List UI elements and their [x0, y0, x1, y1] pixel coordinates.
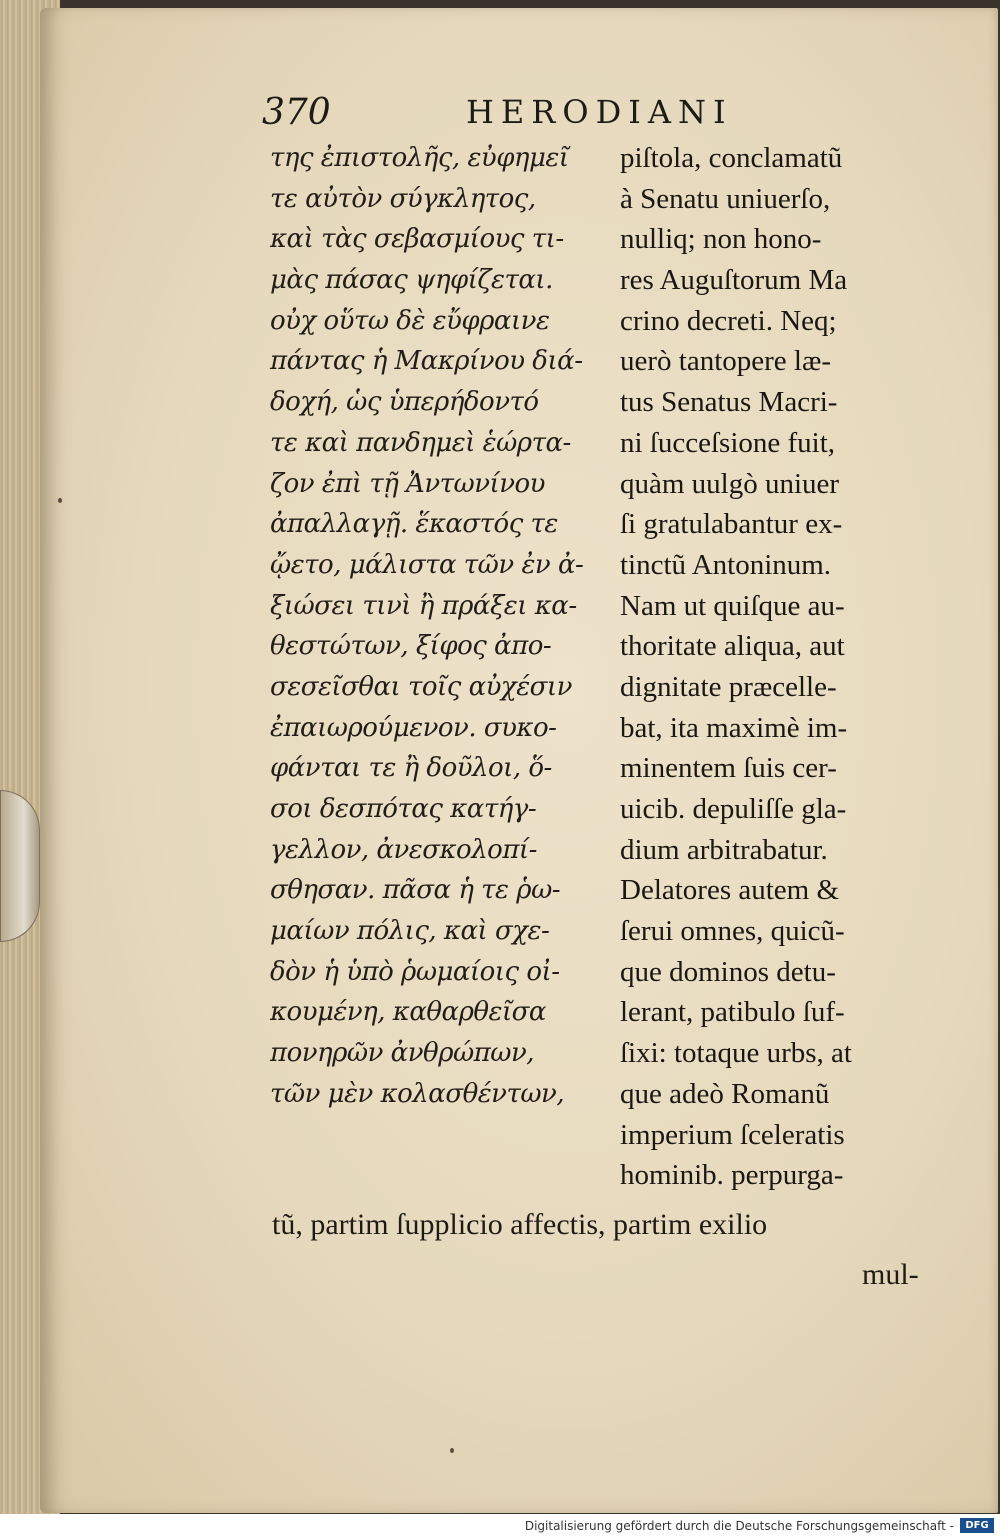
latin-text-line: que dominos detu-: [620, 955, 836, 988]
latin-text-line: ſi gratulabantur ex-: [620, 508, 843, 541]
greek-text-line: πονηρῶν ἀνθρώπων,: [270, 1038, 535, 1069]
running-title: HERODIANI: [466, 93, 733, 131]
footer-credit: Digitalisierung gefördert durch die Deutsche Forschungsgemeinschaft -: [524, 1519, 954, 1533]
footer-bar: [0, 1514, 1000, 1536]
greek-text-line: ἐπαιωρούμενον. συκο-: [270, 712, 557, 743]
latin-text-line: imperium ſceleratis: [620, 1118, 845, 1151]
greek-text-line: σθησαν. πᾶσα ἡ τε ῥω-: [270, 875, 561, 906]
greek-text-line: κουμένη, καθαρθεῖσα: [270, 997, 546, 1028]
greek-text-line: ᾤετο, μάλιστα τῶν ἐν ἀ-: [270, 549, 584, 580]
latin-text-line: hominib. perpurga-: [620, 1159, 844, 1192]
greek-text-line: ξιώσει τινὶ ἢ πράξει κα-: [270, 590, 577, 621]
latin-text-line: Nam ut quiſque au-: [620, 589, 845, 622]
greek-text-line: θεστώτων, ξίφος ἀπο-: [270, 631, 552, 662]
greek-text-line: τῶν μὲν κολασθέντων,: [270, 1078, 565, 1109]
latin-text-line: crino decreti. Neq;: [620, 304, 837, 337]
greek-text-line: μὰς πάσας ψηφίζεται.: [270, 265, 553, 296]
greek-text-line: σοι δεσπότας κατήγ-: [270, 794, 537, 824]
latin-text-line: dignitate præcelle-: [620, 670, 837, 703]
catchword: mul-: [862, 1258, 919, 1291]
latin-text-line: piſtola, conclamatũ: [620, 142, 843, 174]
greek-column: [270, 138, 610, 1115]
latin-text-line: uicib. depuliſſe gla-: [620, 793, 847, 825]
greek-text-line: μαίων πόλις, καὶ σχε-: [270, 916, 550, 947]
page-number: 370: [262, 92, 331, 133]
greek-text-line: οὐχ οὕτω δὲ εὔφραινε: [270, 305, 550, 336]
greek-text-line: καὶ τὰς σεβασμίους τι-: [270, 224, 564, 255]
greek-text-line: δοχή, ὡς ὑπερήδοντό: [270, 387, 539, 418]
latin-text-line: à Senatu uniuerſo,: [620, 182, 831, 215]
greek-text-line: φάνται τε ἢ δοῦλοι, ὅ-: [270, 753, 552, 784]
latin-text-line: minentem ſuis cer-: [620, 752, 837, 785]
latin-text-line: lerant, patibulo ſuf-: [620, 996, 845, 1029]
greek-text-line: δὸν ἡ ὑπὸ ῥωμαίοις οἰ-: [270, 956, 560, 987]
greek-text-line: γελλον, ἀνεσκολοπί-: [270, 834, 537, 865]
greek-text-line: τε αὐτὸν σύγκλητος,: [270, 183, 536, 214]
latin-text-line: ni ſucceſsione fuit,: [620, 426, 836, 459]
latin-text-line: que adeò Romanũ: [620, 1077, 830, 1110]
paper-speck: [58, 498, 62, 503]
latin-text-line: thoritate aliqua, aut: [620, 630, 845, 663]
latin-text-line: bat, ita maximè im-: [620, 711, 848, 744]
greek-text-line: ζον ἐπὶ τῇ Ἀντωνίνου: [270, 468, 545, 499]
greek-text-line: σεσεῖσθαι τοῖς αὐχέσιν: [270, 671, 572, 702]
latin-text-line: ſerui omnes, quicũ-: [620, 915, 845, 948]
latin-column: [620, 138, 940, 1196]
paper-speck: [450, 1448, 454, 1453]
latin-text-line: Delatores autem &: [620, 874, 840, 907]
full-width-line: tũ, partim ſupplicio affectis, partim exilio: [272, 1208, 768, 1241]
page-clip: [0, 790, 40, 942]
latin-text-line: res Auguſtorum Ma: [620, 264, 848, 297]
latin-text-line: tinctũ Antoninum.: [620, 548, 832, 581]
latin-text-line: ſixi: totaque urbs, at: [620, 1037, 852, 1070]
greek-text-line: ἀπαλλαγῇ. ἕκαστός τε: [270, 509, 558, 540]
latin-text-line: uerò tantopere læ-: [620, 345, 831, 378]
greek-text-line: πάντας ἡ Μακρίνου διά-: [270, 346, 583, 377]
greek-text-line: τε καὶ πανδημεὶ ἑώρτα-: [270, 427, 571, 458]
latin-text-line: dium arbitrabatur.: [620, 833, 828, 866]
greek-text-line: της ἐπιστολῆς, εὐφημεῖ: [270, 143, 569, 173]
latin-text-line: nulliq; non hono-: [620, 223, 822, 256]
dfg-logo: DFG: [960, 1518, 994, 1533]
latin-text-line: tus Senatus Macri-: [620, 386, 838, 419]
latin-text-line: quàm uulgò uniuer: [620, 467, 840, 500]
